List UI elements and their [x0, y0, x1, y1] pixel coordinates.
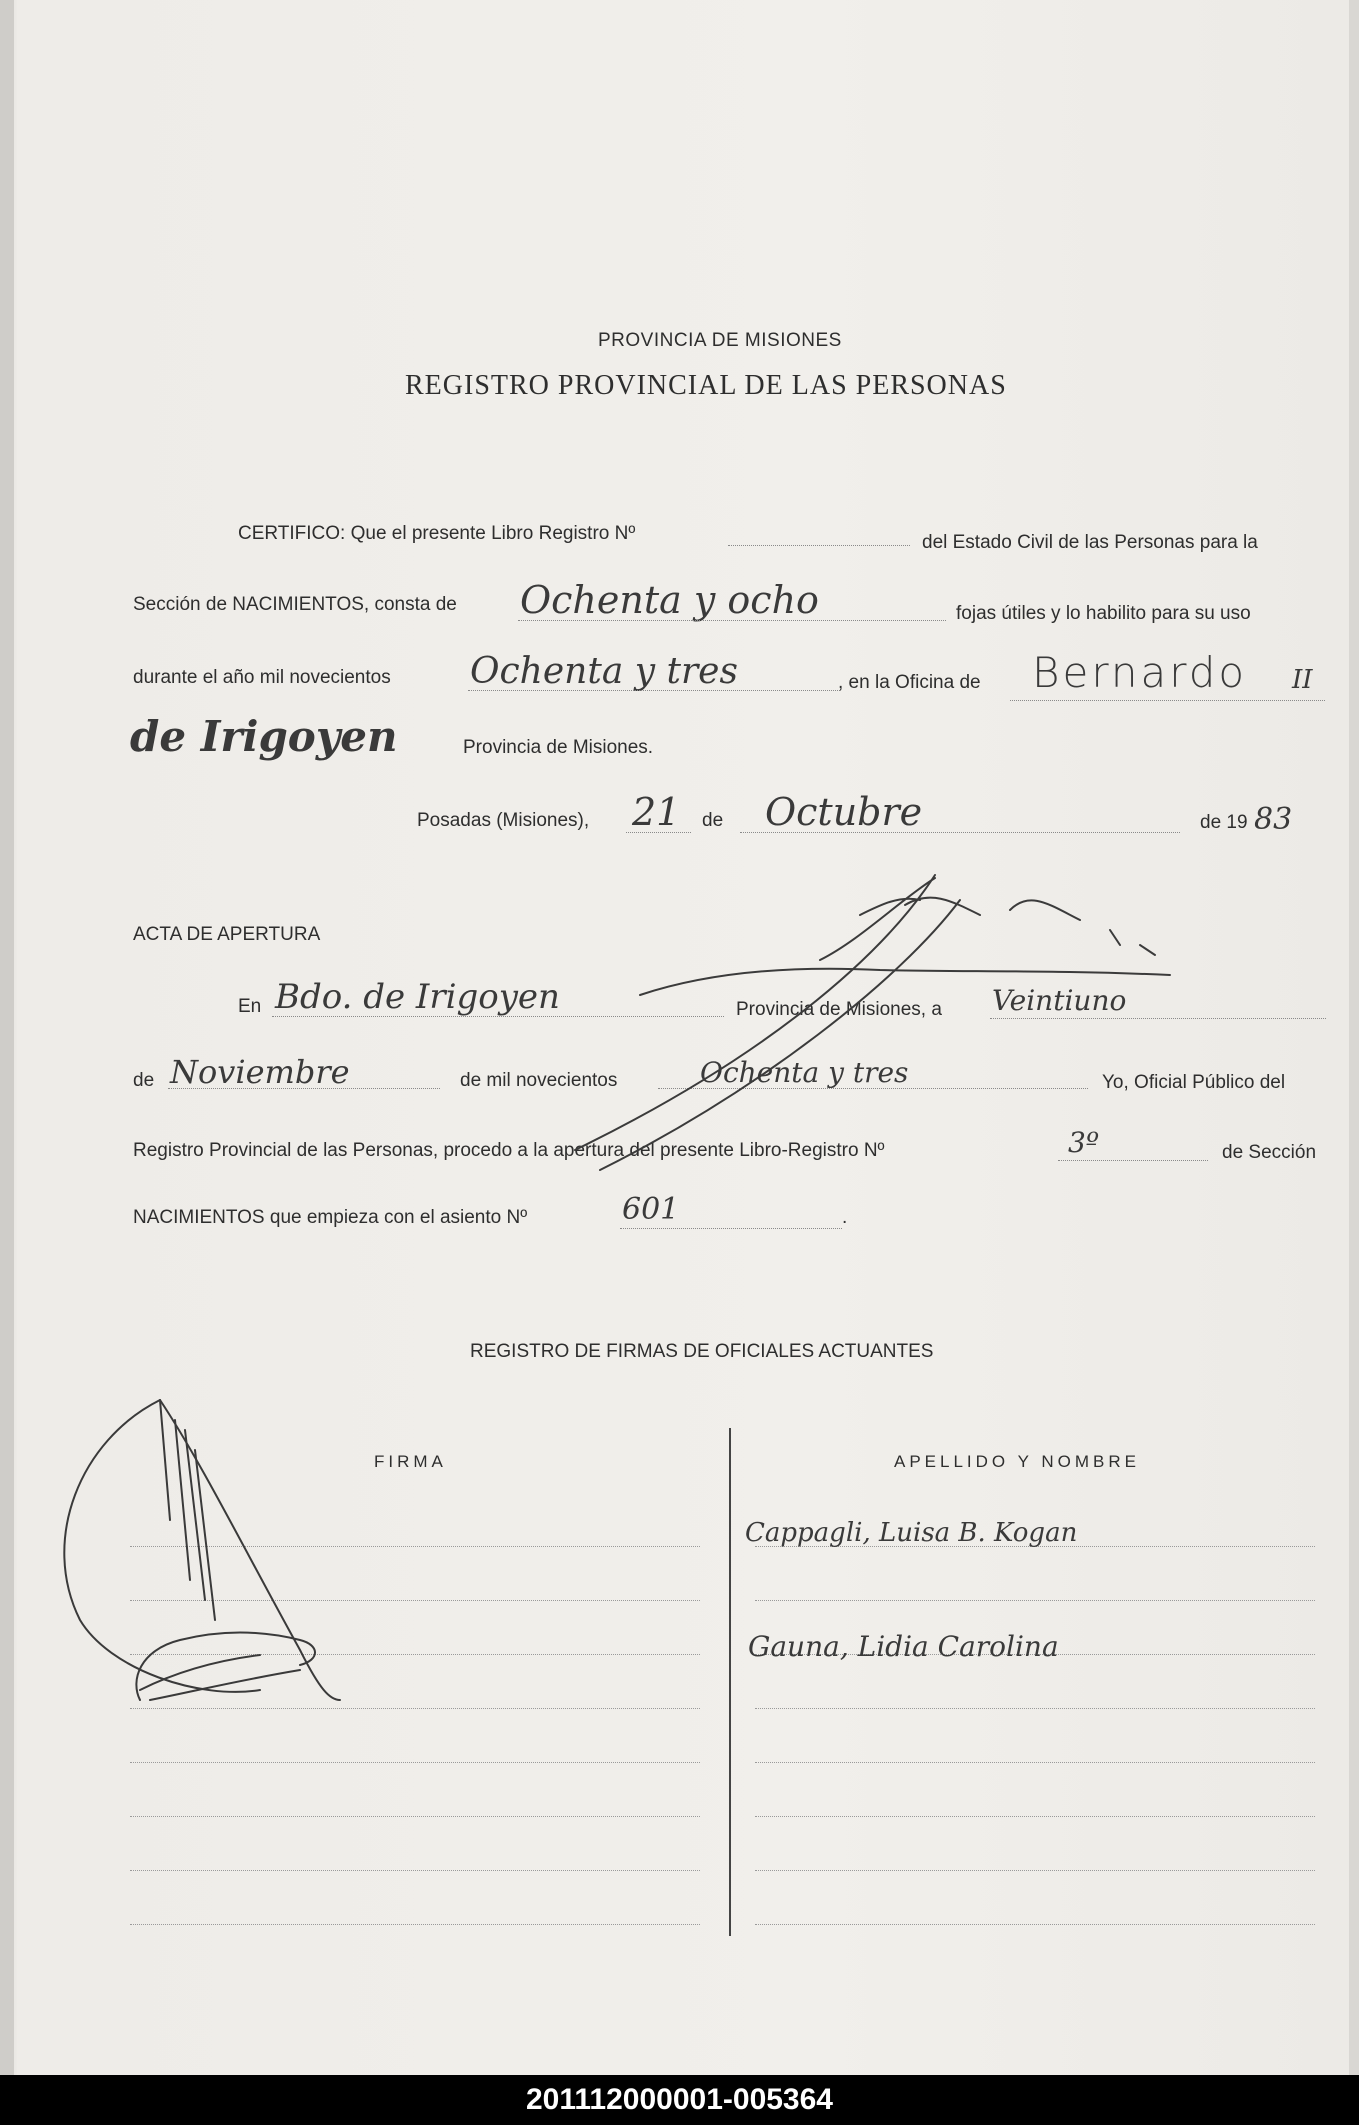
acta-place-handwritten: Bdo. de Irigoyen: [275, 977, 560, 1017]
cert-line3-a: durante el año mil novecientos: [133, 667, 391, 688]
acta-de: de: [133, 1070, 155, 1091]
cert-year-end-handwritten: 83: [1254, 802, 1293, 837]
cert-de1: de: [702, 810, 724, 831]
acta-line4: NACIMIENTOS que empieza con el asiento Nº: [133, 1207, 528, 1228]
document-id-footer: 201112000001-005364: [0, 2075, 1359, 2125]
cert-line3-b: , en la Oficina de: [838, 672, 981, 693]
cert-line1-b: del Estado Civil de las Personas para la: [922, 532, 1258, 553]
cert-line2-b: fojas útiles y lo habilito para su uso: [956, 603, 1251, 624]
acta-month-handwritten: Noviembre: [170, 1053, 350, 1091]
cert-line4: Provincia de Misiones.: [463, 737, 654, 758]
cert-pages-handwritten: Ochenta y ocho: [520, 578, 819, 622]
acta-title: ACTA DE APERTURA: [133, 924, 321, 945]
col-nombre-header: APELLIDO Y NOMBRE: [894, 1452, 1140, 1471]
acta-province: Provincia de Misiones, a: [736, 999, 942, 1020]
acta-day-handwritten: Veintiuno: [992, 984, 1127, 1017]
acta-yo: Yo, Oficial Público del: [1102, 1072, 1286, 1093]
cert-place: Posadas (Misiones),: [417, 810, 590, 831]
cert-office-mark: II: [1292, 665, 1313, 695]
acta-line3-b: de Sección: [1222, 1142, 1317, 1163]
official-name-2: Gauna, Lidia Carolina: [748, 1630, 1059, 1663]
acta-period: .: [842, 1207, 848, 1228]
official-name-1: Cappagli, Luisa B. Kogan: [745, 1518, 1078, 1548]
signatures-title: REGISTRO DE FIRMAS DE OFICIALES ACTUANTES: [470, 1341, 934, 1362]
cert-month-handwritten: Octubre: [765, 790, 923, 834]
cert-day-handwritten: 21: [632, 790, 681, 834]
cert-de2: de 19: [1200, 812, 1248, 833]
cert-office-handwritten: Bernardo: [1032, 648, 1248, 697]
acta-line3-a: Registro Provincial de las Personas, procedo a la apertura del presente Libro-Registro Nº: [133, 1140, 885, 1161]
cert-line1-a: CERTIFICO: Que el presente Libro Registro Nº: [238, 523, 636, 544]
acta-entry-handwritten: 601: [622, 1192, 680, 1227]
col-firma-header: FIRMA: [374, 1452, 447, 1471]
acta-mil: de mil novecientos: [460, 1070, 618, 1091]
acta-book-handwritten: 3º: [1068, 1126, 1099, 1159]
acta-en: En: [238, 996, 262, 1017]
cert-year-handwritten: Ochenta y tres: [470, 651, 738, 692]
acta-year-handwritten: Ochenta y tres: [700, 1056, 909, 1089]
acta-signature: [575, 875, 1170, 1170]
cert-line2-a: Sección de NACIMIENTOS, consta de: [133, 594, 457, 615]
cert-office-handwritten-2: de Irigoyen: [130, 712, 398, 761]
registry-heading: REGISTRO PROVINCIAL DE LAS PERSONAS: [405, 370, 1007, 401]
firma-signature: [64, 1400, 340, 1700]
province-heading: PROVINCIA DE MISIONES: [598, 330, 842, 351]
